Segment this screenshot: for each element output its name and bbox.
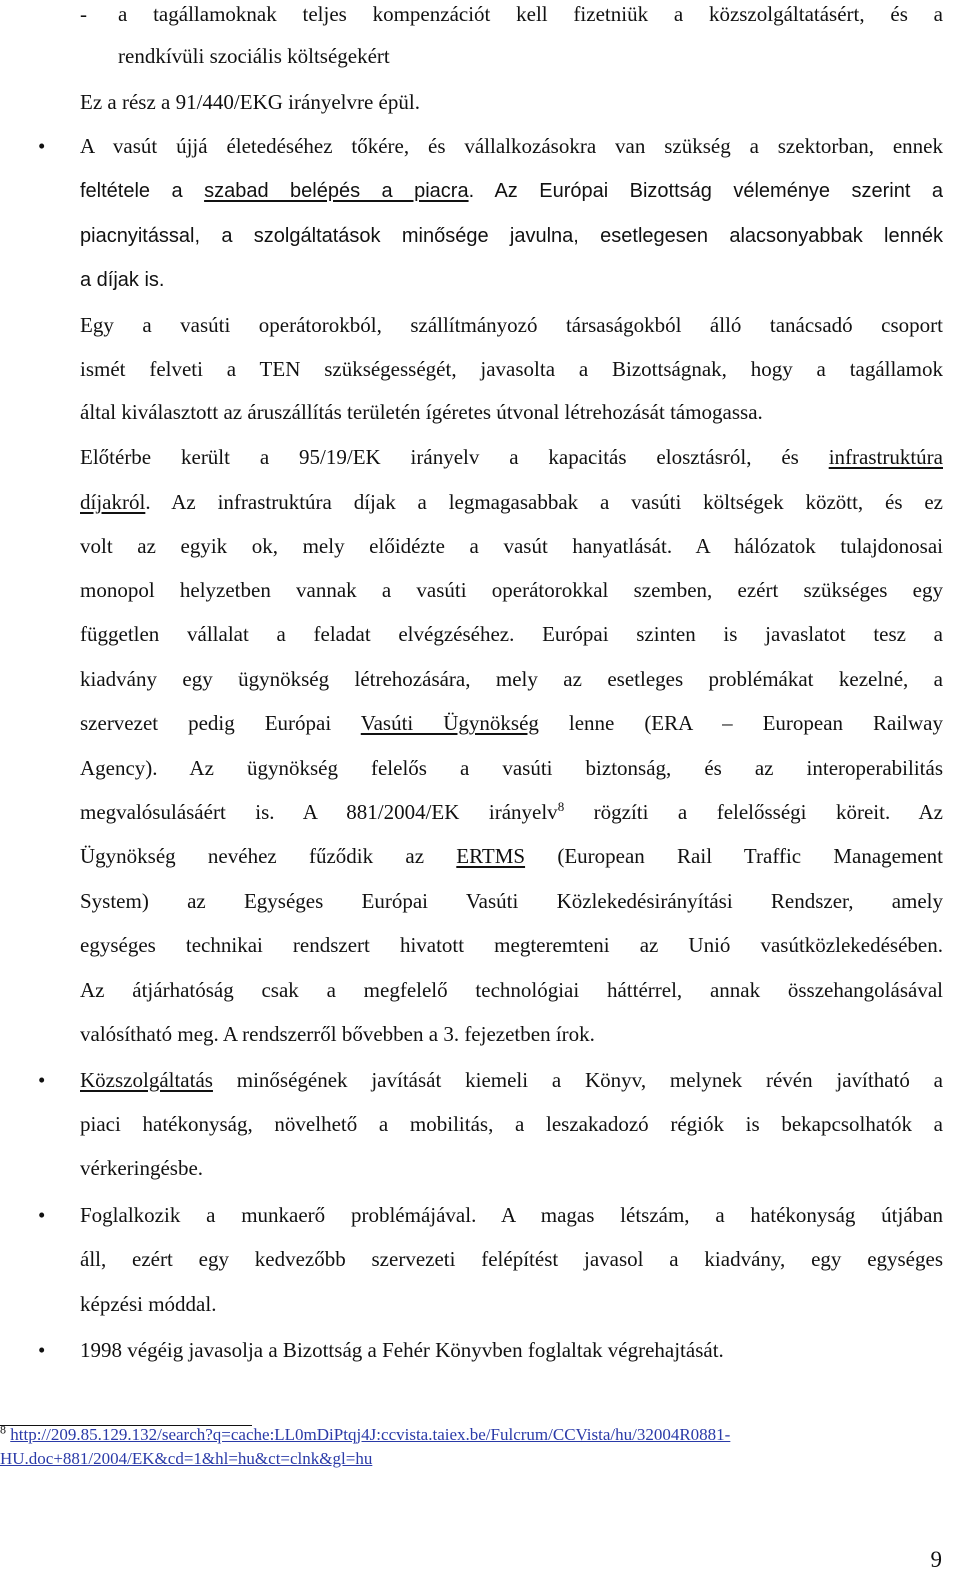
text-line: a tagállamoknak teljes kompenzációt kell fizetniük a közszolgáltatásért, és a xyxy=(118,2,943,26)
text-line: megvalósulásáért is. A 881/2004/EK irányelv$^8$ rögzíti a felelősségi köreit. Az xyxy=(80,799,943,824)
footnote-number: 8 xyxy=(0,1422,6,1437)
text-line: piaci hatékonyság, növelhető a mobilitás, a leszakadozó régiók is bekapcsolhatók a xyxy=(80,1112,943,1136)
text-line: A vasút újjá életedéséhez tőkére, és vállalkozásokra van szükség a szektorban, ennek xyxy=(80,134,943,158)
text-line: piacnyitással, a szolgáltatások minősége javulna, esetlegesen alacsonyabbak lennék xyxy=(80,225,943,247)
bullet-mark: • xyxy=(38,1203,46,1227)
link[interactable]: díjakról xyxy=(80,490,146,514)
bullet-mark: • xyxy=(38,1068,46,1092)
bullet-mark: • xyxy=(38,134,46,158)
text-line: képzési móddal. xyxy=(80,1292,217,1316)
text-line: System) az Egységes Európai Vasúti Közlekedésirányítási Rendszer, amely xyxy=(80,889,943,913)
text-line: Ez a rész a 91/440/EKG irányelvre épül. xyxy=(80,90,420,114)
text-line: rendkívüli szociális költségekért xyxy=(118,44,390,68)
text-line: valósítható meg. A rendszerről bővebben a 3. fejezetben írok. xyxy=(80,1022,595,1046)
link[interactable]: Közszolgáltatás xyxy=(80,1068,213,1092)
text-line: Az átjárhatóság csak a megfelelő technológiai háttérrel, annak összehangolásával xyxy=(80,978,943,1002)
text-line: Foglalkozik a munkaerő problémájával. A magas létszám, a hatékonyság útjában xyxy=(80,1203,943,1227)
footnote-link[interactable]: HU.doc+881/2004/EK&cd=1&hl=hu&ct=clnk&gl=hu xyxy=(0,1449,373,1468)
text-line: Közszolgáltatás minőségének javítását kiemeli a Könyv, melynek révén javítható a xyxy=(80,1068,943,1092)
text-line: Agency). Az ügynökség felelős a vasúti biztonság, és az interoperabilitás xyxy=(80,756,943,780)
text-line: monopol helyzetben vannak a vasúti operátorokkal szemben, ezért szükséges egy xyxy=(80,578,943,602)
text-line: szervezet pedig Európai Vasúti Ügynökség lenne (ERA – European Railway xyxy=(80,711,943,735)
text-line: a díjak is. xyxy=(80,269,165,291)
text-line: 1998 végéig javasolja a Bizottság a Fehér Könyvben foglaltak végrehajtását. xyxy=(80,1338,724,1362)
text-line: ismét felveti a TEN szükségességét, javasolta a Bizottságnak, hogy a tagállamok xyxy=(80,357,943,381)
link[interactable]: ERTMS xyxy=(456,844,526,868)
link[interactable]: infrastruktúra xyxy=(828,445,943,469)
footnote-line xyxy=(0,1448,372,1470)
text-line: volt az egyik ok, mely előidézte a vasút hanyatlását. A hálózatok tulajdonosai xyxy=(80,534,943,558)
text-line: független vállalat a feladat elvégzéséhez. Európai szinten is javaslatot tesz a xyxy=(80,622,943,646)
text-line: áll, ezért egy kedvezőbb szervezeti felépítést javasol a kiadvány, egy egységes xyxy=(80,1247,943,1271)
link[interactable]: szabad belépés a piacra xyxy=(204,180,469,202)
footnote-line xyxy=(0,1424,730,1446)
text-line: díjakról. Az infrastruktúra díjak a legmagasabbak a vasúti költségek között, és ez xyxy=(80,490,943,514)
text-line: kiadvány egy ügynökség létrehozására, mely az esetleges problémákat kezelné, a xyxy=(80,667,943,691)
text-line: Ügynökség nevéhez fűződik az ERTMS (European Rail Traffic Management xyxy=(80,844,943,868)
footnote-link[interactable]: http://209.85.129.132/search?q=cache:LL0mDiPtqj4J:ccvista.taiex.be/Fulcrum/CCVista/hu/32004R0881- xyxy=(10,1425,731,1444)
bullet-mark: • xyxy=(38,1338,46,1362)
text-line: által kiválasztott az áruszállítás területén ígéretes útvonal létrehozását támogassa. xyxy=(80,400,763,424)
text-line: Előtérbe került a 95/19/EK irányelv a kapacitás elosztásról, és infrastruktúra xyxy=(80,445,943,469)
link[interactable]: Vasúti Ügynökség xyxy=(360,711,539,735)
page-number: 9 xyxy=(930,1547,942,1572)
text-line: feltétele a szabad belépés a piacra. Az Európai Bizottság véleménye szerint a xyxy=(80,180,943,202)
text-line: vérkeringésbe. xyxy=(80,1156,204,1180)
text-line: egységes technikai rendszert hivatott megteremteni az Unió vasútközlekedésében. xyxy=(80,933,943,957)
text-line: Egy a vasúti operátorokból, szállítmányozó társaságokból álló tanácsadó csoport xyxy=(80,313,943,337)
footnote-ref: 8 xyxy=(557,799,565,814)
list-dash: - xyxy=(80,2,87,26)
